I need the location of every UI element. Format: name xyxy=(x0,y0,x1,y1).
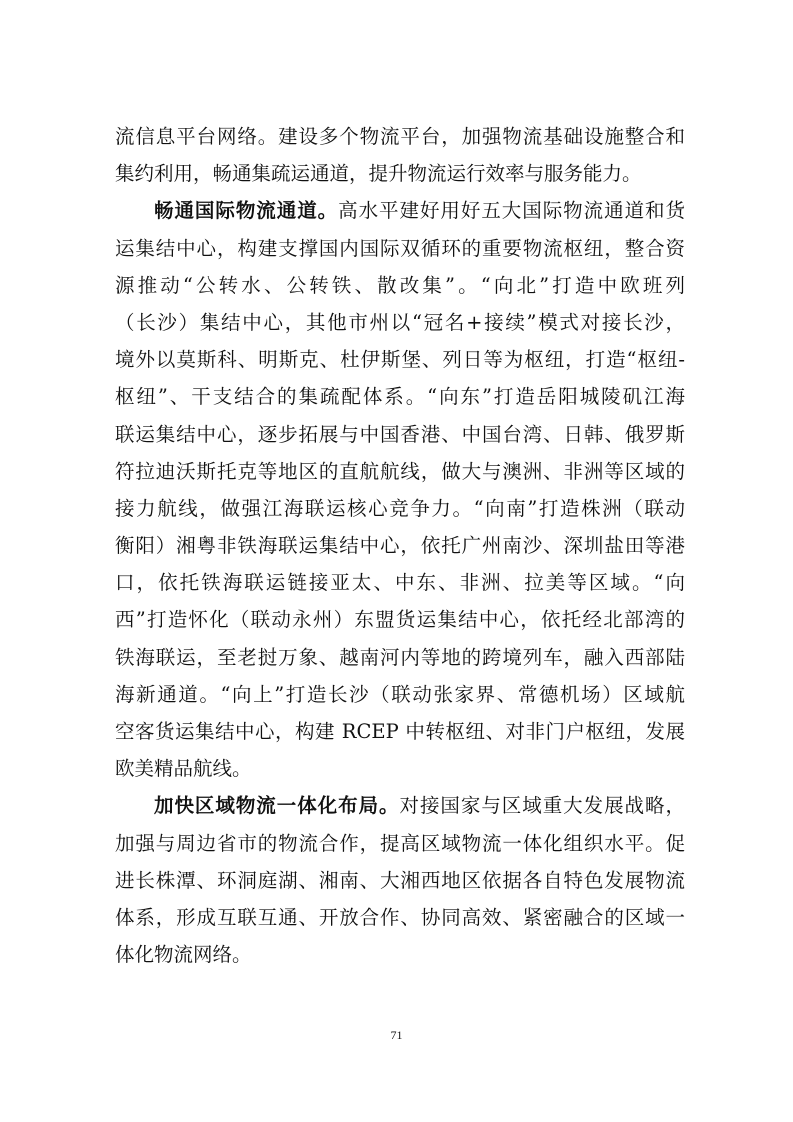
text-line: 空客货运集结中心，构建 RCEP 中转枢纽、对非门户枢纽，发展 xyxy=(115,720,685,743)
text-line: 集约利用，畅通集疏运通道，提升物流运行效率与服务能力。 xyxy=(115,162,642,186)
text-line: 西”打造怀化（联动永州）东盟货运集结中心，依托经北部湾的 xyxy=(115,608,685,632)
text-line: 枢纽”、干支结合的集疏配体系。“向东”打造岳阳城陵矶江海 xyxy=(115,385,685,409)
page-number: 71 xyxy=(390,1028,403,1042)
text-line: 符拉迪沃斯托克等地区的直航航线，做大与澳洲、非洲等区域的 xyxy=(115,459,685,483)
text-line: 接力航线，做强江海联运核心竞争力。“向南”打造株洲（联动 xyxy=(115,496,685,520)
paragraph-start-line xyxy=(115,192,685,229)
text-line: 海新通道。“向上”打造长沙（联动张家界、常德机场）区域航 xyxy=(115,682,685,706)
section-heading-international-channels: 畅通国际物流通道。 xyxy=(154,199,339,223)
document-body xyxy=(115,118,685,973)
text-line: 体化物流网络。 xyxy=(115,943,252,967)
text-line: 口，依托铁海联运链接亚太、中东、非洲、拉美等区域。“向 xyxy=(115,571,685,595)
text-line: 体系，形成互联互通、开放合作、协同高效、紧密融合的区域一 xyxy=(115,905,685,929)
text-line: 联运集结中心，逐步拓展与中国香港、中国台湾、日韩、俄罗斯 xyxy=(115,422,685,446)
text-line: 流信息平台网络。建设多个物流平台，加强物流基础设施整合和 xyxy=(115,125,685,148)
text-line: 运集结中心，构建支撑国内国际双循环的重要物流枢纽，整合资 xyxy=(115,236,685,260)
text-line: 铁海联运，至老挝万象、越南河内等地的跨境列车，融入西部陆 xyxy=(115,645,685,669)
text-line: 衡阳）湘粤非铁海联运集结中心，依托广州南沙、深圳盐田等港 xyxy=(115,534,685,558)
text-line: 源推动“公转水、公转铁、散改集”。“向北”打造中欧班列 xyxy=(115,273,685,297)
text-line: 进长株潭、环洞庭湖、湘南、大湘西地区依据各自特色发展物流 xyxy=(115,868,685,892)
text-line: 加强与周边省市的物流合作，提高区域物流一体化组织水平。促 xyxy=(115,831,685,855)
text-line: 境外以莫斯科、明斯克、杜伊斯堡、列日等为枢纽，打造“枢纽- xyxy=(115,348,685,372)
text-run: 对接国家与区域重大发展战略， xyxy=(399,794,685,818)
text-line: 欧美精品航线。 xyxy=(115,757,252,781)
text-line: （长沙）集结中心，其他市州以“冠名+接续”模式对接长沙， xyxy=(115,310,685,334)
section-heading-regional-integration: 加快区域物流一体化布局。 xyxy=(154,794,400,818)
text-run: 高水平建好用好五大国际物流通道和货 xyxy=(338,199,685,223)
paragraph-start-line xyxy=(115,787,685,824)
